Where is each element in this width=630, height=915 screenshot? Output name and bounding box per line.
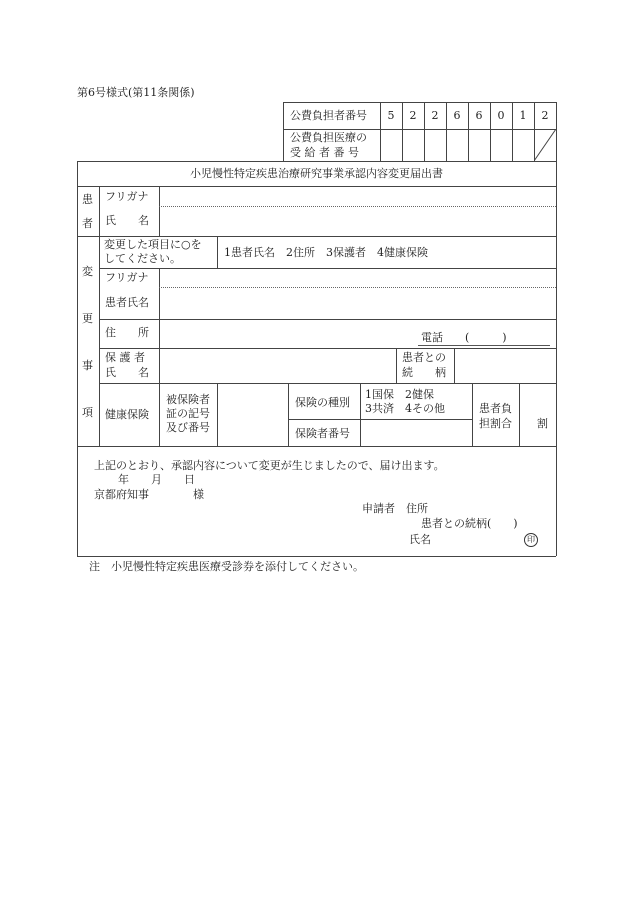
relation-label-1: 患者との [402,351,446,364]
form-number: 第6号様式(第11条関係) [77,86,195,99]
insured-label-2: 証の記号 [166,407,210,420]
patient-furigana-label: フリガナ [105,190,149,203]
payer-digit: 2 [431,109,439,122]
changes-patient-name-label: 患者氏名 [105,296,149,309]
burden-label-2: 担割合 [479,417,512,430]
phone-label: 電話 ( ) [421,331,507,344]
applicant-address-label: 申請者 住所 [362,502,428,515]
payer-digit: 0 [497,109,505,122]
payer-digit: 2 [541,109,549,122]
patient-side-label-1: 患 [82,193,93,206]
insurance-type-option-2[interactable]: 3共済 4その他 [365,402,445,415]
change-instruction-1: 変更した項目に○を [104,238,202,251]
change-instruction-2: してください。 [104,252,181,265]
guardian-label-1: 保 護 者 [105,351,145,364]
changes-patient-name-field[interactable] [160,288,555,318]
seal-icon: 印 [524,533,538,547]
declaration-date: 年 月 日 [118,473,195,486]
payer-digit: 6 [453,109,461,122]
payer-digit: 5 [387,109,395,122]
changes-furigana-label: フリガナ [105,271,149,284]
burden-label-1: 患者負 [479,402,512,415]
payer-number-label: 公費負担者番号 [290,109,367,122]
relation-field[interactable] [455,349,555,382]
payer-digit: 2 [409,109,417,122]
slash-mark [534,129,556,161]
burden-unit: 割 [537,417,548,430]
patient-name-label: 氏 名 [105,214,149,227]
declaration-statement: 上記のとおり、承認内容について変更が生じましたので、届け出ます。 [94,459,445,472]
guardian-name-field[interactable] [160,349,395,382]
changes-side-label-3: 事 [82,359,93,372]
insurer-number-field[interactable] [361,420,471,445]
insured-label-3: 及び番号 [166,421,210,434]
recipient-number-label-2: 受 給 者 番 号 [290,146,359,159]
patient-side-label-2: 者 [82,217,93,230]
insured-number-field[interactable] [218,384,287,445]
footnote: 注 小児慢性特定疾患医療受診券を添付してください。 [89,560,364,573]
payer-digit: 6 [475,109,483,122]
applicant-relation-label: 患者との続柄( ) [421,517,518,530]
recipient-number-label-1: 公費負担医療の [290,131,367,144]
patient-name-field[interactable] [160,207,555,235]
changes-side-label-1: 変 [82,265,93,278]
declaration-addressee: 京都府知事 様 [94,488,204,501]
changes-side-label-2: 更 [82,312,93,325]
address-label: 住 所 [105,326,149,339]
insurer-number-label: 保険者番号 [295,427,350,440]
guardian-label-2: 氏 名 [105,366,149,379]
change-options[interactable]: 1患者氏名 2住所 3保護者 4健康保険 [224,246,428,259]
payer-digit: 1 [519,109,527,122]
insurance-label: 健康保険 [105,408,149,421]
insurance-type-option-1[interactable]: 1国保 2健保 [365,388,434,401]
changes-side-label-4: 項 [82,406,93,419]
insured-label-1: 被保険者 [166,393,210,406]
insurance-type-label: 保険の種別 [295,396,350,409]
applicant-name-label: 氏名 [409,533,431,546]
relation-label-2: 続 柄 [402,366,446,379]
patient-furigana-field[interactable] [160,187,555,205]
changes-furigana-field[interactable] [160,269,555,286]
form-title: 小児慢性特定疾患治療研究事業承認内容変更届出書 [190,167,443,180]
